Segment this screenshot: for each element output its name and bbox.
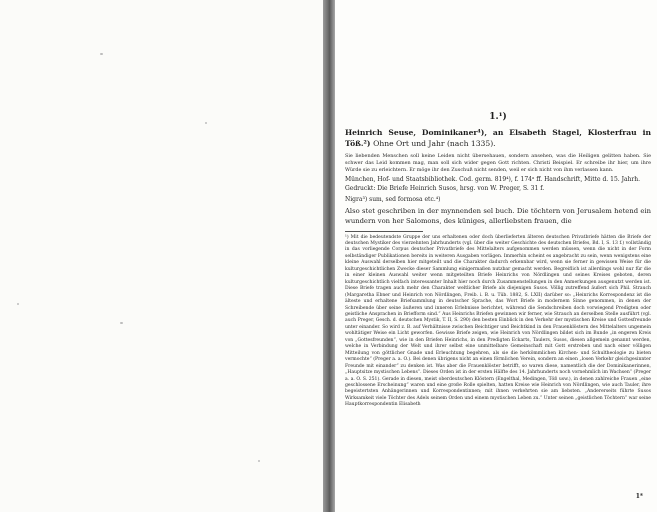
- page-content: [345, 112, 651, 409]
- letter-text: Also stet geschriben in der mynnenden sel buch. Die töchtern von Jerusalem hetend ein wundern von her Salomons, des küniges, allerliebsten frauen, die: [345, 207, 651, 225]
- document-number: 1.¹): [489, 112, 507, 122]
- letter-date: Ohne Ort und Jahr (nach 1335).: [373, 138, 496, 148]
- letter-header: [345, 128, 651, 149]
- footnote-divider: [345, 231, 423, 232]
- page-speck: [120, 322, 123, 324]
- right-text-page: [335, 0, 657, 512]
- page-speck: [17, 303, 19, 305]
- letter-header-bold: Heinrich Seuse, Dominikaner⁴), an Elsabeth Stagel, Klosterfrau in Töß.²): [345, 128, 651, 148]
- page-speck: [205, 122, 207, 124]
- book-gutter: [323, 0, 335, 512]
- page-speck: [100, 53, 103, 55]
- letter-summary: Sie liebenden Menschen soll keine Leiden nicht übersehauen, sondern ansehen, was die Heiligen gelitten haben. Sie schwer das Leid kommen mag, man soll sich wider gegen Gott richten. Christi Beispiel. Er schreibe ihr hier, um ihre Würde sie zu erleichtern. Er möge ihr den Zuschuß nicht senden, weil er sich nicht von ihm verlassen kann.: [345, 153, 651, 173]
- left-blank-page: [0, 0, 323, 512]
- page-speck: [258, 460, 260, 462]
- footnotes: ¹) Mit die bedeutendste Gruppe der uns erhaltenen oder doch überlieferten älteren deutschen Privatbriefe hätten die Briefe der deutschen Mystiker des vierzehnten Jahrhunderts (vgl. über die weiter Geschichte des deutschen Briefes, Bd. I, S. 13 f.) vollständig in das vorliegende Corpus deutscher Privatbriefe des Mittelalters aufgenommen werden müssen, wenn die nicht in der Form selbständiger Publikationen bereits in weiteren Ausgaben vorlägen. Immerhin scheint es angebracht zu sein, wenn wenigstens eine kleine Auswahl derselben hier mitgeteilt und die Charakter dadurch erkennbar wird, wenn sie ferner in gewissen Weise für die kulturgeschichtlichen Zwecke dieser Sammlung einigermaßen nutzbar gemacht werden. Begreiflich ist allerdings wohl nur für die in einer kleinen Auswahl weiter wenn mitgeteilten Briefe Heinrichs von Nördlingen und seines Kreises geboten, deren kulturgeschichtlich vielfach interessanter Inhalt hier noch durch Zusammenstellungen in den Anmerkungen ausgenutzt werden ist. Diese Briefe tragen auch mehr den Charakter weltlicher Briefe als diejenigen Susos. Völlig zutreffend äußert sich Phil. Strauch (Margaretha Ebner und Heinrich von Nördlingen, Freib. i. B. u. Tüb. 1882, S. LXII) darüber so: „Heinrichs Korrespondenz ist die älteste und erhaltene Briefsammlung in deutscher Sprache, das Wort Briefe in modernem Sinne genommen, in denen der Schreibende über seine äußeren und inneren Erlebnisse berichtet, während die Sendschreiben doch vorwiegend Predigten oder geistliche Ansprachen in Briefform sind.“ Aus Heinrichs Briefen gewinnen wir ferner, wie Strauch an derselben Stelle ausführt (vgl. auch Preger, Gesch. d. deutschen Mystik, T. II, S. 290) den besten Einblick in den Verkehr der mystischen Kreise und Gottesfreunde unter einander. So wird z. B. auf Verhältnisse zwischen Beichtiger und Beichtkind in den Frauenklöstern des Mittelalters ungemein wohltätiger Weise ein Licht geworfen. Gewisse Briefe zeigen, wie Heinrich von Nördlingen bildet sich im Bunde „in engeren Kreis von „Gottesfreunden“, wie in den Briefen Heinrichs, in den Predigten Eckarts, Taulers, Susos, diesen allgemein genannt werden, welche in Verbindung der Welt und ihrer selbst eine unmittelbare Gemeinschaft mit Gott erstreben und nach einer völligen Mitteilung von göttlicher Gnade und Erleuchtung begehren, als sie die herkömmlichen Kirchen- und Schultheologie zu bieten vermochte“ (Preger a. a. O.). Bei denen übrigens nicht an einen förmlichen Verein, sondern an einen „losen Verkehr gleichgesinnter Freunde mit einander“ zu denken ist. Was aber die Frauenklöster betrifft, so waren diese, namentlich die der Dominikanerinnen, „Hauptsitze mystischen Lebens“. Dieses Orden ist in der ersten Hälfte des 14. Jahrhunderts noch vornehmlich im Wachsen“ (Preger a. a. O. S. 251). Gerade in diesen, meist oberdeutschen Klöstern (Engelthal, Medingen, Töß usw.), in denen zahlreiche Frauen „eine geschlossene Erscheinung“ waren und eine große Rolle spielten, hatten Kreise wie Heinrich von Nördlingen, wie auch Tauler, ihre begeistertsten Anhängerinnen und Korrespondentinnen; mit ihnen verkehrten sie am liebsten. „Andererseits führte Susos Wirksamkeit viele Töchter des Adels seinem Orden und einem mystischen Leben zu.“ Unter seinen „geistlichen Töchtern“ war seine Hauptkorrespondentin Elisabeth: [345, 234, 651, 408]
- latin-incipit: Nigra³) sum, sed formosa etc.⁴): [345, 196, 441, 204]
- manuscript-source: München, Hof- und Staatsbibliothek. Cod. germ. 819⁴), f. 174ᵃ ff. Handschrift, Mitte d. 15. Jahrh.: [345, 176, 641, 184]
- printed-edition: Gedruckt: Die Briefe Heinrich Susos, hrsg. von W. Preger, S. 31 f.: [345, 185, 545, 193]
- signature-mark: 1*: [635, 493, 643, 500]
